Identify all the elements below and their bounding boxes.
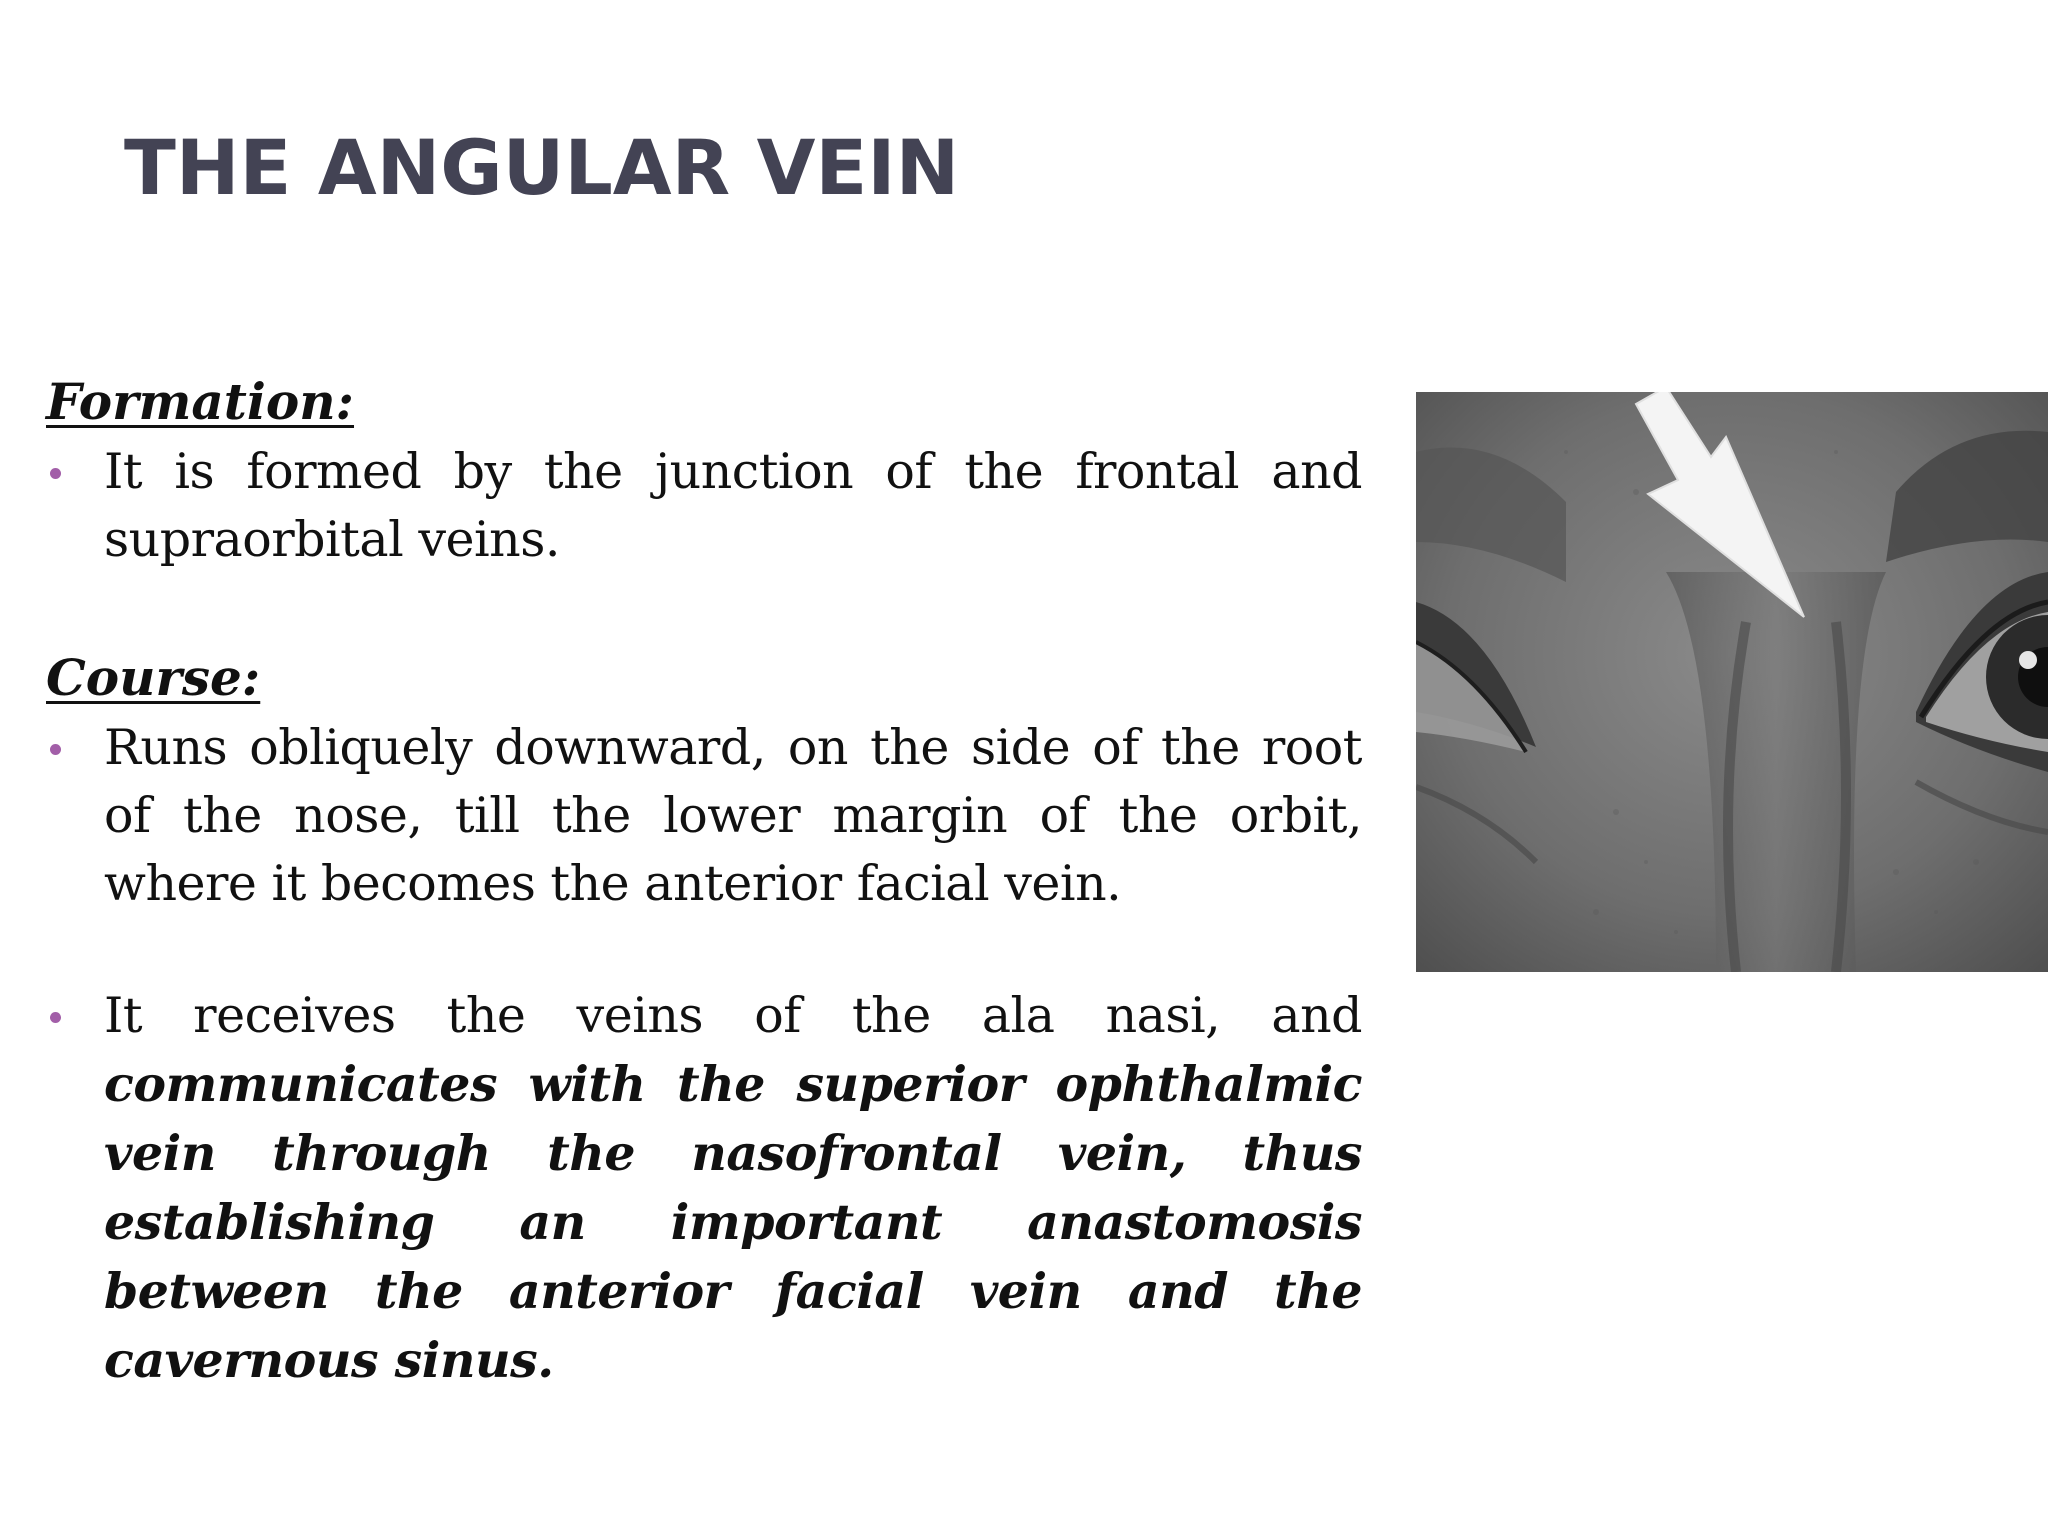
formation-bullet bbox=[46, 438, 1362, 574]
bullet-text bbox=[104, 982, 1362, 1395]
slide-title: THE ANGULAR VEIN bbox=[124, 123, 960, 212]
course-heading: Course: bbox=[46, 648, 261, 707]
bullet-dot-icon bbox=[50, 744, 61, 755]
bullet-text-plain: It receives the veins of the ala nasi, and bbox=[104, 987, 1362, 1044]
bullet-dot-icon bbox=[50, 468, 61, 479]
bullet-dot-icon bbox=[50, 1012, 61, 1023]
eye-region-photo bbox=[1416, 392, 2048, 972]
bullet-text: It is formed by the junction of the frontal and supraorbital veins. bbox=[104, 443, 1362, 568]
formation-heading: Formation: bbox=[46, 372, 355, 431]
bullet-text-emphasis: communicates with the superior ophthalmic vein through the nasofrontal vein, thus establishing an important anastomosis between the anterior facial vein and the cavernous sinus. bbox=[104, 1055, 1362, 1389]
course-bullet bbox=[46, 714, 1362, 918]
anastomosis-bullet bbox=[46, 982, 1362, 1395]
slide-content bbox=[46, 370, 1362, 1395]
bullet-text: Runs obliquely downward, on the side of the root of the nose, till the lower margin of the orbit, where it becomes the anterior facial vein. bbox=[104, 719, 1362, 912]
